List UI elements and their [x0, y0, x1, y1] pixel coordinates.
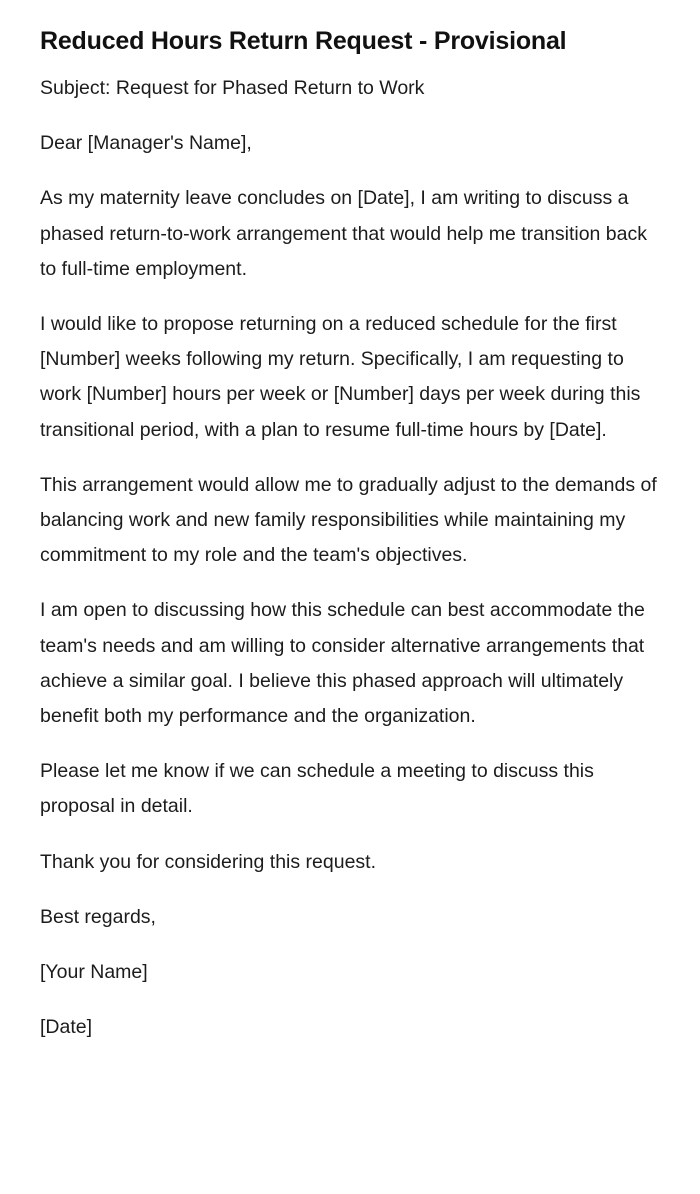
- salutation: Dear [Manager's Name],: [40, 132, 252, 155]
- body-paragraph-1: As my maternity leave concludes on [Date], I am writing to discuss a phased return-to-work arrangement that would help me transition back to full-time employment.: [40, 187, 647, 280]
- body-paragraph-3: This arrangement would allow me to gradually adjust to the demands of balancing work and new family responsibilities while maintaining my commitment to my role and the team's objectives.: [40, 473, 657, 567]
- closing: Best regards,: [40, 905, 156, 928]
- signature-date: [Date]: [40, 1016, 93, 1039]
- body-paragraph-5: Please let me know if we can schedule a meeting to discuss this proposal in detail.: [40, 760, 594, 818]
- body-paragraph-6: Thank you for considering this request.: [40, 850, 377, 873]
- body-paragraph-4: I am open to discussing how this schedule can best accommodate the team's needs and am willing to consider alternative arrangements that achieve a similar goal. I believe this phased approach will ultimately benefit both my performance and the organization.: [40, 599, 645, 728]
- subject-line: Subject: Request for Phased Return to Work: [40, 77, 425, 99]
- body-paragraph-2: I would like to propose returning on a reduced schedule for the first [Number] weeks following my return. Specifically, I am requesting to work [Number] hours per week or [Number] days per week during this transitional period, with a plan to resume full-time hours by [Date].: [40, 313, 641, 441]
- signature-name: [Your Name]: [40, 961, 148, 984]
- page-title: Reduced Hours Return Request - Provisional: [40, 27, 567, 55]
